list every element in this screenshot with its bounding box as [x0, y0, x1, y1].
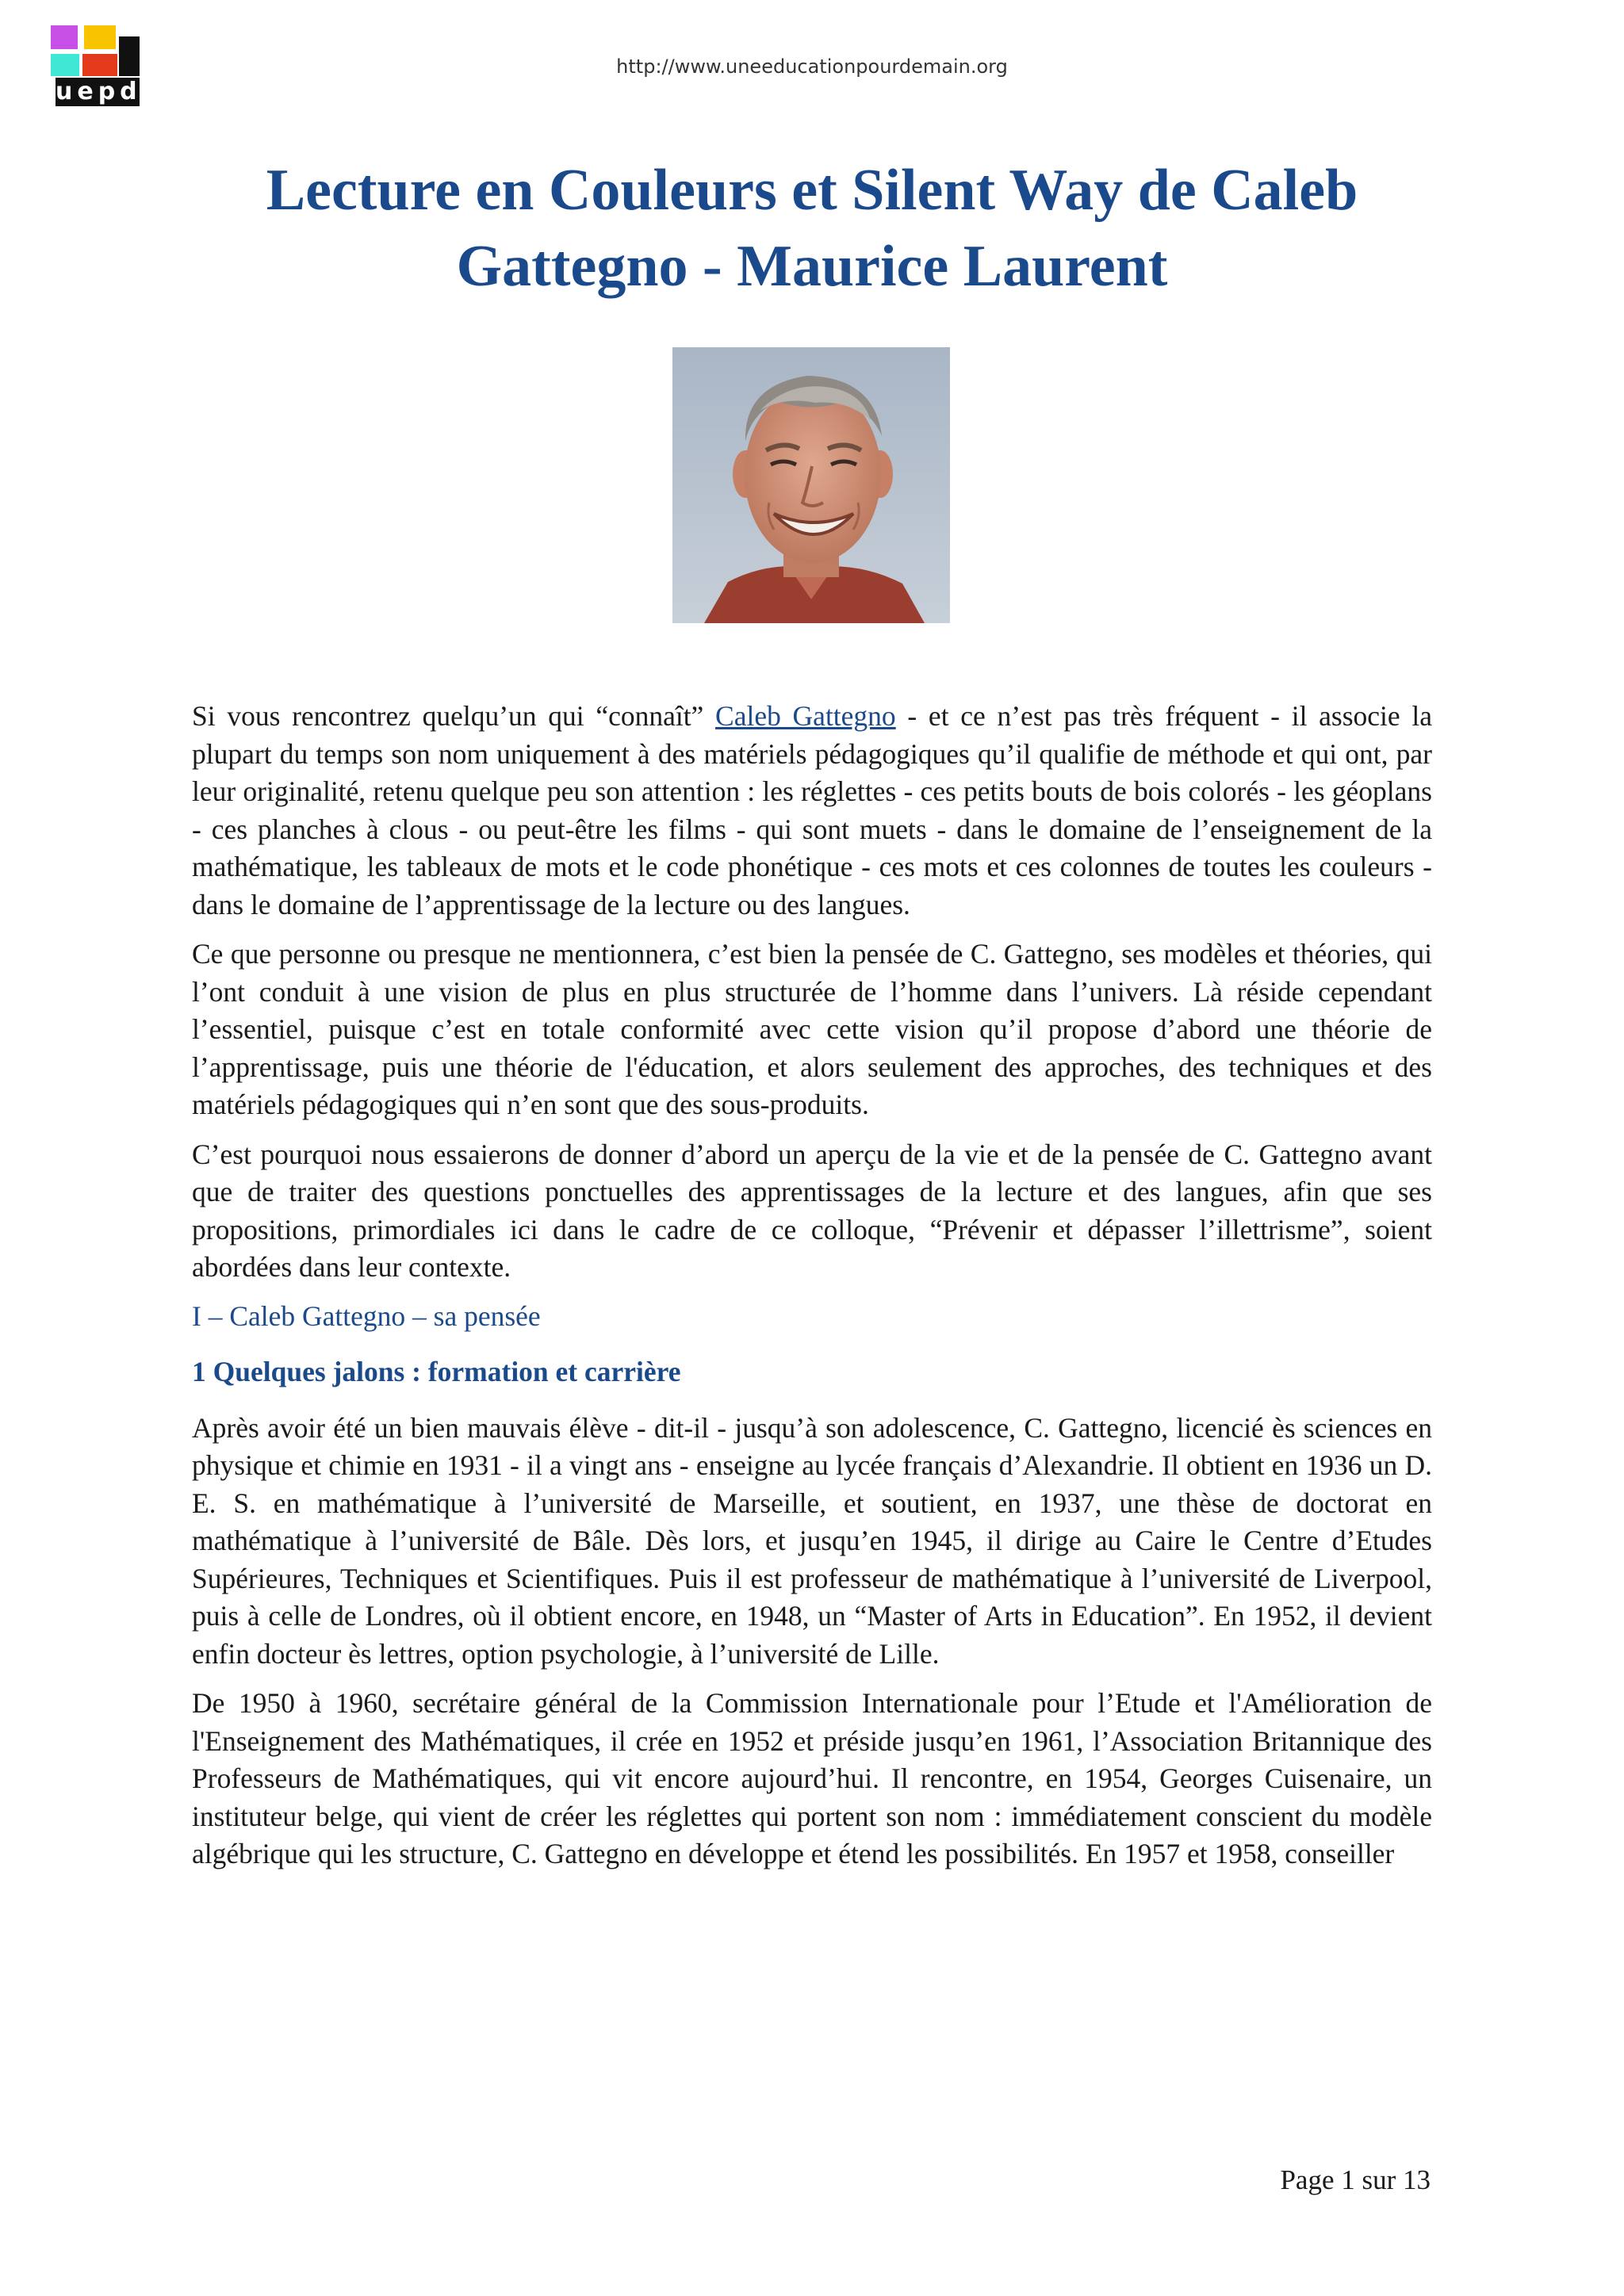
paragraph-1-end: - et ce n’est pas très fréquent - il associe la plupart du temps son nom uniquement à des matériels pédagogiques qu’il qualifie de méthode et qui ont, par leur originalité, retenu quelque peu son attention : les réglettes - ces petits bouts de bois colorés - les géoplans - ces planches à clous - ou peut-être les films - qui sont muets - dans le domaine de l’enseignement de la mathématique, les tableaux de mots et le code phonétique - ces mots et ces colonnes de toutes les couleurs - dans le domaine de l’apprentissage de la lecture ou des langues. — [192, 700, 1432, 920]
paragraph-1-start: Si vous rencontrez quelqu’un qui “connaît” — [192, 700, 716, 732]
caleb-gattegno-link[interactable]: Caleb Gattegno — [715, 700, 896, 732]
section-heading: I – Caleb Gattegno – sa pensée — [192, 1299, 541, 1332]
header-url[interactable]: http://www.uneeducationpourdemain.org — [616, 55, 1008, 78]
sub-heading: 1 Quelques jalons : formation et carrière — [192, 1355, 681, 1387]
portrait-photo — [672, 347, 950, 623]
paragraph-4: Après avoir été un bien mauvais élève - dit-il - jusqu’à son adolescence, C. Gattegno, licencié ès sciences en physique et chimie en 1931 - il a vingt ans - enseigne au lycée français d’Alexandrie. Il obtient en 1936 un D. E. S. en mathématique à l’université de Marseille, et soutient, en 1937, une thèse de doctorat en mathématique à l’université de Bâle. Dès lors, et jusqu’en 1945, il dirige au Caire le Centre d’Etudes Supérieures, Techniques et Scientifiques. Puis il est professeur de mathématique à l’université de Liverpool, puis à celle de Londres, où il obtient encore, en 1948, un “Master of Arts in Education”. En 1952, il devient enfin docteur ès lettres, option psychologie, à l’université de Lille. — [192, 1411, 1432, 1670]
paragraph-5: De 1950 à 1960, secrétaire général de la Commission Internationale pour l’Etude et l'Amélioration de l'Enseignement des Mathématiques, il crée en 1952 et préside jusqu’en 1961, l’Association Britannique des Professeurs de Mathématiques, qui vit encore aujourd’hui. Il rencontre, en 1954, Georges Cuisenaire, un instituteur belge, qui vient de créer les réglettes qui portent son nom : immédiatement conscient du modèle algébrique qui les structure, C. Gattegno en développe et étend les possibilités. En 1957 et 1958, conseiller — [192, 1687, 1432, 1869]
paragraph-1 — [192, 698, 1432, 924]
logo-wordmark: uepd — [56, 78, 142, 105]
logo-square-magenta — [51, 25, 78, 49]
logo-square-yellow — [84, 25, 116, 49]
document-title: Lecture en Couleurs et Silent Way de Caleb Gattegno - Maurice Laurent — [266, 158, 1358, 299]
paragraph-2: Ce que personne ou presque ne mentionnera, c’est bien la pensée de C. Gattegno, ses modèles et théories, qui l’ont conduit à une vision de plus en plus structurée de l’homme dans l’univers. Là réside cependant l’essentiel, puisque c’est en totale conformité avec cette vision qu’il propose d’abord une théorie de l’apprentissage, puis une théorie de l'éducation, et alors seulement des approches, des techniques et des matériels pédagogiques qui n’en sont que des sous-produits. — [192, 938, 1432, 1120]
page-number: Page 1 sur 13 — [1280, 2164, 1431, 2195]
paragraph-3: C’est pourquoi nous essaierons de donner d’abord un aperçu de la vie et de la pensée de C. Gattegno avant que de traiter des questions ponctuelles des apprentissages de la lecture et des langues, afin que ses propositions, primordiales ici dans le cadre de ce colloque, “Prévenir et dépasser l’illettrisme”, soient abordées dans leur contexte. — [192, 1138, 1432, 1283]
document-body — [192, 698, 1432, 1885]
